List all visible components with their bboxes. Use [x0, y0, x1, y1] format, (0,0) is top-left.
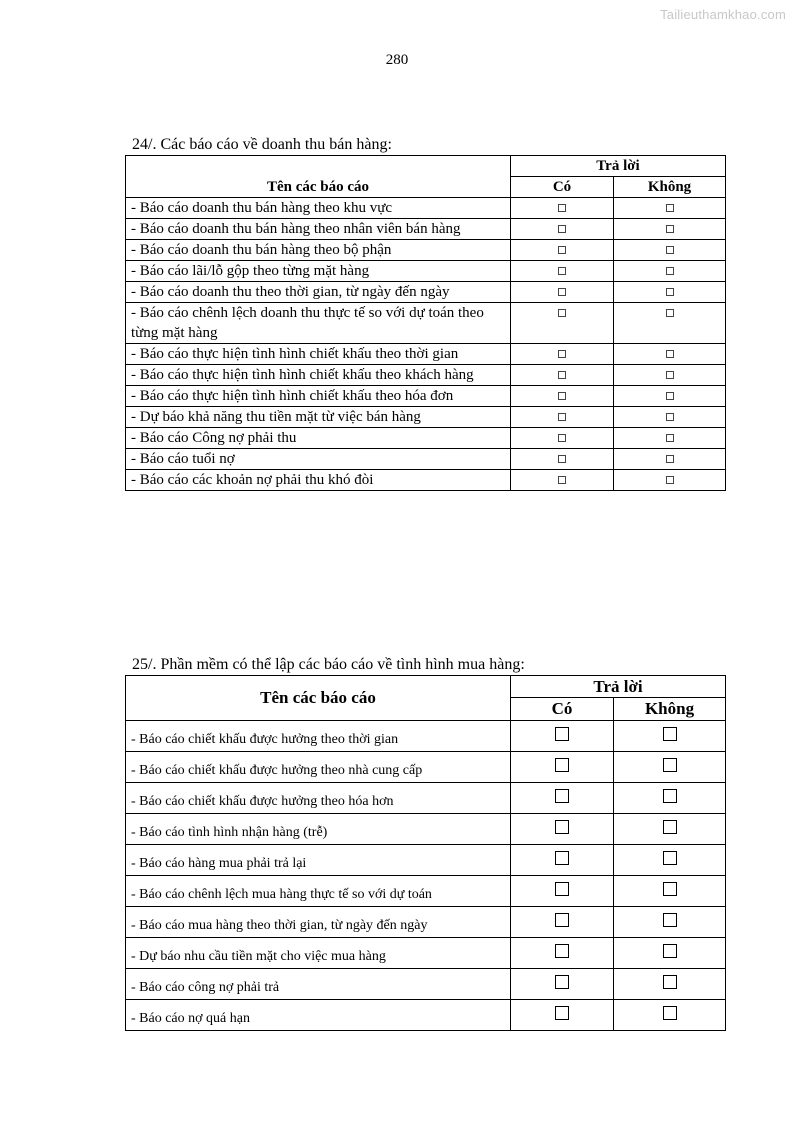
answer-no-cell: [614, 261, 726, 282]
table-row: [126, 1000, 726, 1031]
answer-yes-checkbox[interactable]: [555, 851, 569, 865]
answer-yes-cell: [511, 282, 614, 303]
answer-yes-cell: [511, 261, 614, 282]
answer-yes-cell: [511, 365, 614, 386]
answer-no-cell: [614, 386, 726, 407]
answer-yes-cell: [511, 344, 614, 365]
table-row: [126, 428, 726, 449]
answer-no-checkbox[interactable]: [663, 913, 677, 927]
table-row: [126, 907, 726, 938]
answer-yes-checkbox[interactable]: [558, 476, 566, 484]
answer-no-cell: [614, 470, 726, 491]
table-row: [126, 261, 726, 282]
answer-no-checkbox[interactable]: [666, 350, 674, 358]
answer-yes-cell: [511, 240, 614, 261]
column-header-no: Không: [614, 698, 726, 721]
answer-yes-cell: [511, 938, 614, 969]
answer-yes-cell: [511, 198, 614, 219]
answer-yes-checkbox[interactable]: [558, 267, 566, 275]
column-header-report-name: Tên các báo cáo: [126, 156, 511, 198]
answer-no-checkbox[interactable]: [663, 758, 677, 772]
report-name-cell: - Báo cáo các khoản nợ phải thu khó đòi: [126, 470, 511, 491]
answer-yes-checkbox[interactable]: [558, 309, 566, 317]
answer-no-cell: [614, 752, 726, 783]
answer-no-checkbox[interactable]: [666, 309, 674, 317]
answer-no-checkbox[interactable]: [663, 851, 677, 865]
answer-yes-cell: [511, 428, 614, 449]
purchase-report-rows: [126, 721, 726, 1031]
column-header-reply: Trả lời: [511, 156, 726, 177]
section-24-title: 24/. Các báo cáo về doanh thu bán hàng:: [132, 136, 392, 153]
answer-yes-checkbox[interactable]: [558, 288, 566, 296]
table-row: [126, 219, 726, 240]
report-name-cell: - Báo cáo hàng mua phải trả lại: [126, 845, 511, 876]
answer-no-cell: [614, 845, 726, 876]
answer-no-cell: [614, 449, 726, 470]
answer-yes-checkbox[interactable]: [555, 1006, 569, 1020]
answer-yes-cell: [511, 470, 614, 491]
answer-yes-cell: [511, 219, 614, 240]
answer-no-cell: [614, 907, 726, 938]
column-header-report-name: Tên các báo cáo: [126, 676, 511, 721]
report-name-cell: - Báo cáo tuổi nợ: [126, 449, 511, 470]
report-name-cell: - Báo cáo doanh thu bán hàng theo bộ phận: [126, 240, 511, 261]
answer-no-checkbox[interactable]: [666, 392, 674, 400]
report-name-cell: - Báo cáo thực hiện tình hình chiết khấu theo khách hàng: [126, 365, 511, 386]
sales-report-table: [125, 155, 726, 491]
answer-yes-cell: [511, 721, 614, 752]
answer-yes-checkbox[interactable]: [555, 758, 569, 772]
table-row: [126, 783, 726, 814]
answer-no-cell: [614, 365, 726, 386]
answer-no-checkbox[interactable]: [663, 789, 677, 803]
answer-no-checkbox[interactable]: [663, 727, 677, 741]
purchase-report-table: [125, 675, 726, 1031]
section-25-title: 25/. Phần mềm có thể lập các báo cáo về tình hình mua hàng:: [132, 656, 525, 673]
answer-yes-cell: [511, 752, 614, 783]
report-name-cell: - Báo cáo doanh thu bán hàng theo khu vực: [126, 198, 511, 219]
report-name-cell: - Báo cáo Công nợ phải thu: [126, 428, 511, 449]
report-name-cell: - Báo cáo doanh thu bán hàng theo nhân viên bán hàng: [126, 219, 511, 240]
answer-yes-checkbox[interactable]: [558, 204, 566, 212]
table-row: [126, 240, 726, 261]
answer-yes-checkbox[interactable]: [555, 882, 569, 896]
report-name-cell: - Báo cáo chênh lệch mua hàng thực tế so với dự toán: [126, 876, 511, 907]
table-row: [126, 386, 726, 407]
answer-no-checkbox[interactable]: [666, 371, 674, 379]
answer-no-cell: [614, 783, 726, 814]
table-row: [126, 876, 726, 907]
answer-no-checkbox[interactable]: [663, 944, 677, 958]
report-name-cell: - Báo cáo thực hiện tình hình chiết khấu theo hóa đơn: [126, 386, 511, 407]
table-row: [126, 365, 726, 386]
answer-yes-checkbox[interactable]: [555, 975, 569, 989]
answer-yes-cell: [511, 1000, 614, 1031]
report-name-cell: - Dự báo khả năng thu tiền mặt từ việc bán hàng: [126, 407, 511, 428]
report-name-cell: - Báo cáo chiết khấu được hưởng theo hóa hơn: [126, 783, 511, 814]
answer-yes-checkbox[interactable]: [558, 392, 566, 400]
report-name-cell: - Báo cáo mua hàng theo thời gian, từ ngày đến ngày: [126, 907, 511, 938]
answer-yes-cell: [511, 783, 614, 814]
table-row: [126, 845, 726, 876]
answer-yes-cell: [511, 814, 614, 845]
answer-yes-checkbox[interactable]: [555, 820, 569, 834]
answer-no-cell: [614, 303, 726, 344]
report-name-cell: - Báo cáo công nợ phải trả: [126, 969, 511, 1000]
answer-yes-checkbox[interactable]: [558, 350, 566, 358]
answer-yes-checkbox[interactable]: [558, 246, 566, 254]
answer-no-checkbox[interactable]: [666, 246, 674, 254]
answer-yes-checkbox[interactable]: [558, 371, 566, 379]
table-row: [126, 344, 726, 365]
report-name-cell: - Báo cáo chiết khấu được hưởng theo thời gian: [126, 721, 511, 752]
table-row: [126, 449, 726, 470]
table-row: [126, 969, 726, 1000]
table-row: [126, 303, 726, 344]
answer-no-cell: [614, 969, 726, 1000]
answer-yes-checkbox[interactable]: [558, 225, 566, 233]
answer-no-cell: [614, 428, 726, 449]
answer-yes-checkbox[interactable]: [558, 434, 566, 442]
answer-no-checkbox[interactable]: [666, 455, 674, 463]
answer-yes-checkbox[interactable]: [555, 727, 569, 741]
answer-yes-cell: [511, 407, 614, 428]
answer-yes-cell: [511, 907, 614, 938]
answer-yes-cell: [511, 845, 614, 876]
answer-yes-cell: [511, 449, 614, 470]
table-row: [126, 470, 726, 491]
answer-no-checkbox[interactable]: [663, 975, 677, 989]
report-name-cell: - Báo cáo chênh lệch doanh thu thực tế so với dự toán theo từng mặt hàng: [126, 303, 511, 344]
answer-no-checkbox[interactable]: [666, 413, 674, 421]
answer-no-checkbox[interactable]: [666, 288, 674, 296]
table-row: [126, 282, 726, 303]
answer-no-cell: [614, 814, 726, 845]
report-name-cell: - Báo cáo nợ quá hạn: [126, 1000, 511, 1031]
report-name-cell: - Báo cáo chiết khấu được hưởng theo nhà cung cấp: [126, 752, 511, 783]
table-row: [126, 407, 726, 428]
report-name-cell: - Dự báo nhu cầu tiền mặt cho việc mua hàng: [126, 938, 511, 969]
report-name-cell: - Báo cáo doanh thu theo thời gian, từ ngày đến ngày: [126, 282, 511, 303]
report-name-cell: - Báo cáo tình hình nhận hàng (trễ): [126, 814, 511, 845]
answer-no-checkbox[interactable]: [663, 1006, 677, 1020]
column-header-no: Không: [614, 177, 726, 198]
answer-yes-checkbox[interactable]: [555, 944, 569, 958]
column-header-yes: Có: [511, 698, 614, 721]
answer-no-checkbox[interactable]: [663, 820, 677, 834]
answer-no-cell: [614, 721, 726, 752]
watermark: Tailieuthamkhao.com: [660, 7, 786, 22]
answer-no-cell: [614, 240, 726, 261]
answer-no-cell: [614, 1000, 726, 1031]
column-header-yes: Có: [511, 177, 614, 198]
answer-yes-checkbox[interactable]: [555, 913, 569, 927]
column-header-reply: Trả lời: [511, 676, 726, 698]
table-row: [126, 752, 726, 783]
answer-no-checkbox[interactable]: [666, 267, 674, 275]
answer-yes-checkbox[interactable]: [558, 413, 566, 421]
answer-yes-cell: [511, 969, 614, 1000]
answer-no-checkbox[interactable]: [666, 204, 674, 212]
table-row: [126, 721, 726, 752]
answer-yes-cell: [511, 303, 614, 344]
answer-no-checkbox[interactable]: [663, 882, 677, 896]
report-name-cell: - Báo cáo lãi/lỗ gộp theo từng mặt hàng: [126, 261, 511, 282]
answer-no-checkbox[interactable]: [666, 476, 674, 484]
answer-yes-cell: [511, 876, 614, 907]
sales-report-rows: [126, 198, 726, 491]
table-row: [126, 938, 726, 969]
report-name-cell: - Báo cáo thực hiện tình hình chiết khấu theo thời gian: [126, 344, 511, 365]
table-row: [126, 198, 726, 219]
answer-yes-checkbox[interactable]: [558, 455, 566, 463]
answer-no-cell: [614, 876, 726, 907]
answer-no-cell: [614, 198, 726, 219]
table-row: [126, 814, 726, 845]
page-number: 280: [385, 52, 409, 68]
answer-no-cell: [614, 407, 726, 428]
answer-no-cell: [614, 938, 726, 969]
answer-yes-checkbox[interactable]: [555, 789, 569, 803]
answer-no-cell: [614, 219, 726, 240]
answer-no-cell: [614, 282, 726, 303]
answer-yes-cell: [511, 386, 614, 407]
answer-no-checkbox[interactable]: [666, 225, 674, 233]
answer-no-checkbox[interactable]: [666, 434, 674, 442]
answer-no-cell: [614, 344, 726, 365]
